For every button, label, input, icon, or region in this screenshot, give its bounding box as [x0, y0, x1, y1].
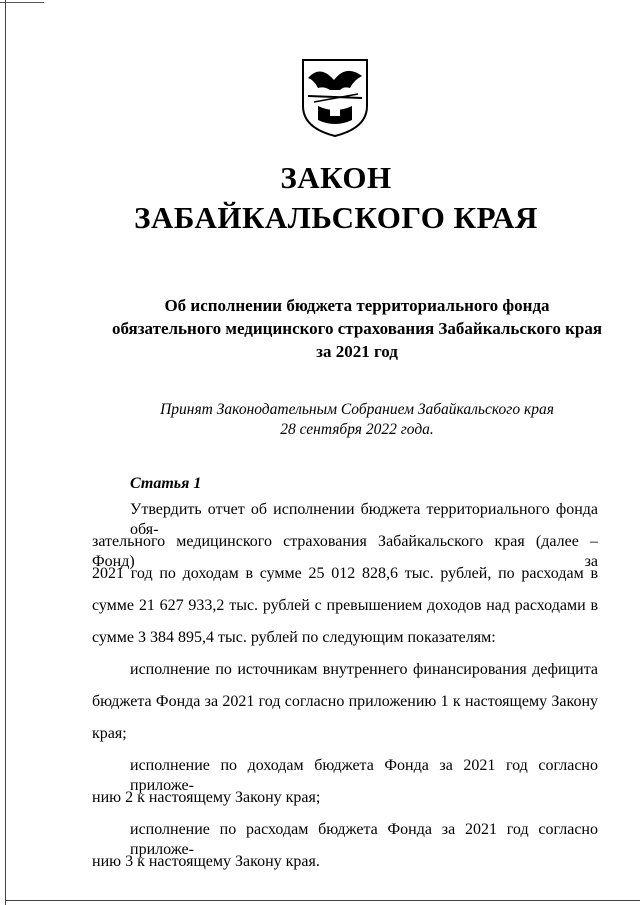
paragraph-line: сумме 3 384 895,4 тыс. рублей по следующим показателям:: [92, 629, 496, 646]
scan-edge-bottom: [5, 900, 640, 901]
paragraph-line: зательного медицинского страхования Забайкальского края (далее – Фонд) за: [92, 533, 598, 570]
adoption-line: Принят Законодательным Собранием Забайкальского края: [160, 401, 554, 418]
paragraph-line: 2021 год по доходам в сумме 25 012 828,6 тыс. рублей, по расходам в: [92, 565, 598, 582]
paragraph-line: исполнение по расходам бюджета Фонда за 2021 год согласно приложе-: [130, 821, 598, 858]
coat-of-arms-emblem: [300, 58, 370, 138]
paragraph-line: бюджета Фонда за 2021 год согласно приложению 1 к настоящему Закону: [92, 693, 598, 710]
scan-edge-left: [5, 0, 6, 905]
adoption-date: 28 сентября 2022 года.: [280, 421, 434, 438]
paragraph-line: исполнение по источникам внутреннего финансирования дефицита: [130, 661, 598, 678]
paragraph-line: сумме 21 627 933,2 тыс. рублей с превышением доходов над расходами в: [92, 597, 598, 614]
law-subject: [60, 294, 640, 363]
paragraph-line: нию 2 к настоящему Закону края;: [92, 789, 321, 806]
scan-edge-top: [0, 2, 44, 3]
subject-line: Об исполнении бюджета территориального фонда: [164, 296, 550, 315]
document-title: ЗАКОН: [280, 160, 392, 195]
paragraph-line: исполнение по доходам бюджета Фонда за 2021 год согласно приложе-: [130, 757, 598, 794]
paragraph-line: края;: [92, 725, 127, 742]
subject-line: за 2021 год: [316, 342, 398, 361]
adoption-note: [60, 400, 640, 440]
document-subtitle: ЗАБАЙКАЛЬСКОГО КРАЯ: [134, 200, 538, 235]
paragraph-line: нию 3 к настоящему Закону края.: [92, 853, 320, 870]
subject-line: обязательного медицинского страхования Забайкальского края: [111, 319, 603, 338]
paragraph-line: Утвердить отчет об исполнении бюджета территориального фонда обя-: [130, 501, 598, 538]
article-title: Статья 1: [130, 475, 202, 492]
